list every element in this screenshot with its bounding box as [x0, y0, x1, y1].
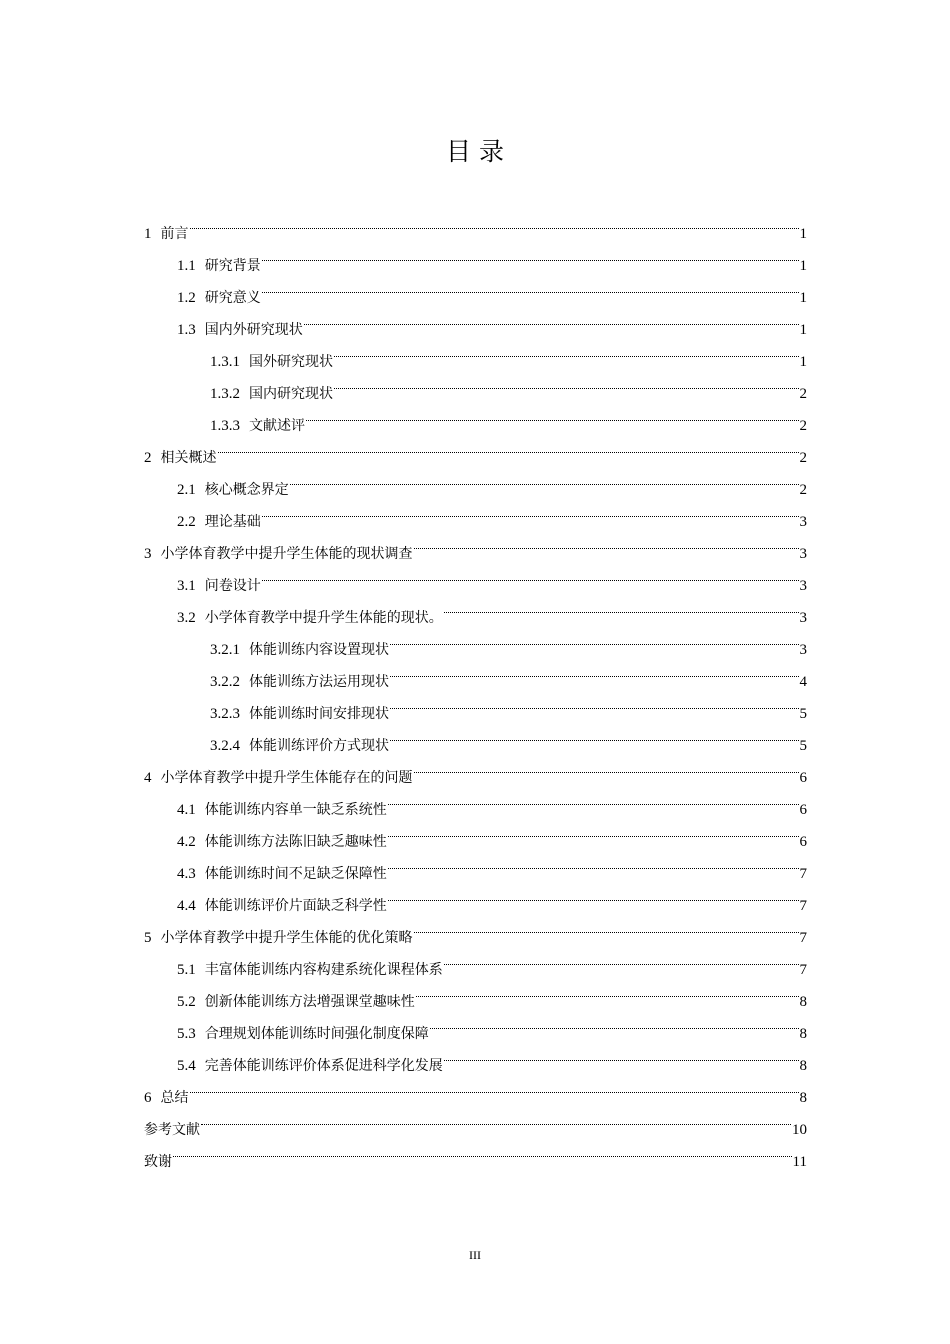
toc-entry-number: 4.3 [177, 866, 196, 882]
toc-entry-title: 创新体能训练方法增强课堂趣味性 [204, 994, 415, 1010]
toc-entry[interactable] [144, 238, 807, 274]
toc-dot-leader [334, 366, 799, 398]
toc-dot-leader [444, 1038, 799, 1070]
toc-entry-title: 相关概述 [160, 450, 217, 466]
table-of-contents [144, 206, 807, 1170]
toc-entry-title: 国外研究现状 [249, 354, 333, 370]
toc-entry-number: 1.2 [177, 290, 196, 306]
toc-entry-number: 5.3 [177, 1026, 196, 1042]
toc-dot-leader [388, 782, 799, 814]
toc-entry-page: 3 [799, 642, 807, 658]
toc-entry-title: 小学体育教学中提升学生体能的现状。 [204, 610, 443, 626]
toc-entry-number: 4.4 [177, 898, 196, 914]
toc-entry-title: 小学体育教学中提升学生体能存在的问题 [160, 770, 413, 786]
toc-entry-number: 4.2 [177, 834, 196, 850]
toc-entry-number: 1.3 [177, 322, 196, 338]
toc-entry-title: 国内研究现状 [249, 386, 333, 402]
toc-entry-title: 完善体能训练评价体系促进科学化发展 [204, 1058, 443, 1074]
toc-entry-page: 7 [799, 866, 807, 882]
toc-entry-page: 7 [799, 930, 807, 946]
toc-entry-page: 1 [799, 226, 807, 242]
toc-entry-page: 3 [799, 578, 807, 594]
toc-entry-number: 4.1 [177, 802, 196, 818]
toc-entry-page: 1 [799, 290, 807, 306]
toc-entry-page: 1 [799, 322, 807, 338]
toc-dot-leader [262, 558, 799, 590]
toc-dot-leader [173, 1134, 792, 1166]
toc-dot-leader [388, 846, 799, 878]
toc-entry-page: 4 [799, 674, 807, 690]
toc-dot-leader [262, 238, 799, 270]
toc-entry-number: 1 [144, 226, 152, 242]
toc-entry-page: 3 [799, 610, 807, 626]
toc-dot-leader [390, 718, 799, 750]
toc-entry-title: 体能训练方法陈旧缺乏趣味性 [204, 834, 387, 850]
toc-entry[interactable] [144, 654, 807, 690]
toc-entry-page: 7 [799, 962, 807, 978]
toc-entry[interactable] [144, 398, 807, 434]
toc-entry-page: 1 [799, 354, 807, 370]
toc-entry-title: 理论基础 [204, 514, 261, 530]
toc-entry-number: 1.3.3 [210, 418, 240, 434]
toc-entry[interactable] [144, 366, 807, 402]
toc-entry-page: 11 [792, 1154, 807, 1170]
toc-entry-number: 5 [144, 930, 152, 946]
toc-entry-title: 小学体育教学中提升学生体能的优化策略 [160, 930, 413, 946]
toc-entry-page: 1 [799, 258, 807, 274]
toc-dot-leader [444, 942, 799, 974]
toc-entry-title: 研究意义 [204, 290, 261, 306]
toc-entry-title: 体能训练内容设置现状 [249, 642, 389, 658]
toc-entry-page: 8 [799, 1090, 807, 1106]
toc-entry-page: 2 [799, 482, 807, 498]
toc-entry-number: 5.2 [177, 994, 196, 1010]
toc-dot-leader [190, 1070, 799, 1102]
toc-entry-title: 总结 [160, 1090, 189, 1106]
toc-entry-number: 1.1 [177, 258, 196, 274]
toc-entry[interactable] [144, 718, 807, 754]
toc-entry-number: 6 [144, 1090, 152, 1106]
toc-entry-number: 2.2 [177, 514, 196, 530]
toc-entry[interactable] [144, 1102, 807, 1138]
toc-entry[interactable] [144, 1070, 807, 1106]
toc-entry-number: 1.3.2 [210, 386, 240, 402]
toc-entry-page: 6 [799, 802, 807, 818]
toc-entry-number: 3.2.1 [210, 642, 240, 658]
toc-dot-leader [290, 462, 799, 494]
toc-entry-page: 5 [799, 738, 807, 754]
toc-entry-title: 致谢 [144, 1154, 172, 1170]
toc-dot-leader [390, 686, 799, 718]
toc-entry[interactable] [144, 430, 807, 466]
toc-dot-leader [416, 974, 799, 1006]
toc-entry-number: 3.2.3 [210, 706, 240, 722]
toc-entry[interactable] [144, 1134, 807, 1170]
toc-entry-number: 3 [144, 546, 152, 562]
toc-dot-leader [414, 526, 799, 558]
toc-dot-leader [304, 302, 799, 334]
toc-dot-leader [444, 590, 799, 622]
toc-entry-title: 研究背景 [204, 258, 261, 274]
toc-dot-leader [390, 622, 799, 654]
toc-dot-leader [388, 878, 799, 910]
toc-entry-number: 3.2.2 [210, 674, 240, 690]
toc-entry[interactable] [144, 750, 807, 786]
toc-entry-number: 5.1 [177, 962, 196, 978]
toc-entry-number: 2.1 [177, 482, 196, 498]
toc-entry-title: 体能训练时间不足缺乏保障性 [204, 866, 387, 882]
toc-entry-page: 6 [799, 770, 807, 786]
toc-entry-title: 小学体育教学中提升学生体能的现状调查 [160, 546, 413, 562]
toc-entry-page: 3 [799, 546, 807, 562]
toc-dot-leader [218, 430, 799, 462]
toc-entry-title: 丰富体能训练内容构建系统化课程体系 [204, 962, 443, 978]
toc-entry-page: 2 [799, 450, 807, 466]
toc-entry-number: 3.2 [177, 610, 196, 626]
toc-dot-leader [306, 398, 799, 430]
toc-entry-title: 体能训练时间安排现状 [249, 706, 389, 722]
toc-entry-page: 7 [799, 898, 807, 914]
toc-entry-title: 前言 [160, 226, 189, 242]
toc-dot-leader [262, 494, 799, 526]
toc-entry-page: 5 [799, 706, 807, 722]
toc-entry-title: 体能训练评价片面缺乏科学性 [204, 898, 387, 914]
toc-entry-page: 2 [799, 386, 807, 402]
toc-dot-leader [414, 750, 799, 782]
toc-entry-number: 3.2.4 [210, 738, 240, 754]
toc-entry[interactable] [144, 206, 807, 242]
toc-entry-number: 1.3.1 [210, 354, 240, 370]
toc-entry-page: 6 [799, 834, 807, 850]
toc-dot-leader [262, 270, 799, 302]
toc-dot-leader [334, 334, 799, 366]
page-number: III [469, 1248, 481, 1262]
toc-dot-leader [430, 1006, 799, 1038]
toc-entry-page: 8 [799, 994, 807, 1010]
toc-entry-title: 体能训练方法运用现状 [249, 674, 389, 690]
toc-entry-number: 4 [144, 770, 152, 786]
toc-entry-number: 5.4 [177, 1058, 196, 1074]
page-title: 目 录 [446, 137, 504, 166]
toc-entry-page: 8 [799, 1058, 807, 1074]
toc-dot-leader [201, 1102, 791, 1134]
toc-dot-leader [190, 206, 799, 238]
toc-entry-page: 8 [799, 1026, 807, 1042]
toc-entry[interactable] [144, 686, 807, 722]
toc-entry-title: 参考文献 [144, 1122, 200, 1138]
toc-entry[interactable] [144, 462, 807, 498]
toc-entry-title: 合理规划体能训练时间强化制度保障 [204, 1026, 429, 1042]
toc-entry-title: 国内外研究现状 [204, 322, 303, 338]
toc-entry-page: 10 [792, 1122, 807, 1138]
toc-entry-page: 2 [799, 418, 807, 434]
toc-dot-leader [414, 910, 799, 942]
toc-entry-title: 体能训练内容单一缺乏系统性 [204, 802, 387, 818]
toc-entry-title: 核心概念界定 [204, 482, 289, 498]
toc-entry-title: 问卷设计 [204, 578, 261, 594]
toc-entry-page: 3 [799, 514, 807, 530]
toc-dot-leader [390, 654, 799, 686]
toc-dot-leader [388, 814, 799, 846]
toc-entry-number: 2 [144, 450, 152, 466]
toc-entry-title: 文献述评 [249, 418, 305, 434]
toc-entry-number: 3.1 [177, 578, 196, 594]
toc-entry-title: 体能训练评价方式现状 [249, 738, 389, 754]
